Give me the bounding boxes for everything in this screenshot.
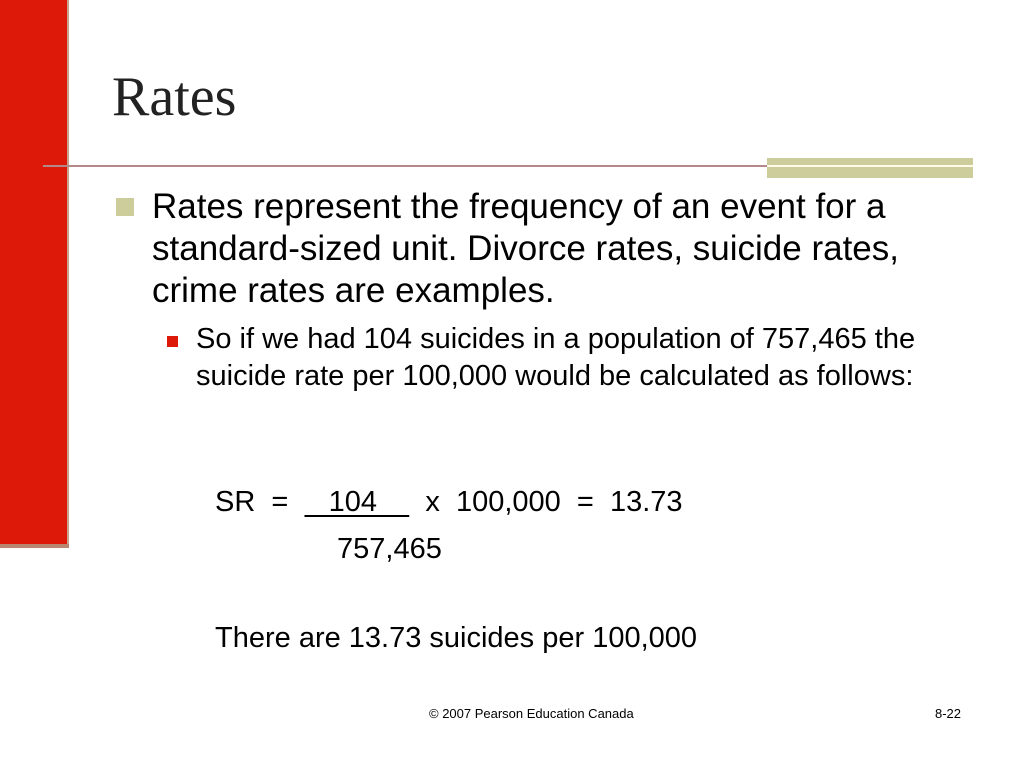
conclusion-text: There are 13.73 suicides per 100,000 <box>215 622 698 654</box>
bullet-square-icon <box>116 198 134 216</box>
red-side-bar-edge <box>67 0 69 548</box>
divider-accent-line <box>767 165 973 167</box>
footer-copyright: © 2007 Pearson Education Canada <box>429 706 634 721</box>
sub-bullet-square-icon <box>167 336 178 347</box>
sub-bullet-text: So if we had 104 suicides in a population of 757,465 the suicide rate per 100,000 would be calculated as follows: <box>196 323 916 392</box>
formula-line <box>215 484 683 520</box>
bullet-text: Rates represent the frequency of an event for a standard-sized unit. Divorce rates, suicide rates, crime rates are examples. <box>152 187 899 310</box>
formula-denominator: 757,465 <box>337 533 442 565</box>
formula-lhs: SR = <box>215 486 305 518</box>
footer-page-number: 8-22 <box>935 706 962 721</box>
red-side-bar-shadow <box>0 544 69 548</box>
divider-accent-block <box>767 158 973 178</box>
formula-rhs: x 100,000 = 13.73 <box>409 486 683 518</box>
slide-title: Rates <box>112 66 237 128</box>
formula-numerator: 104 <box>304 486 410 518</box>
red-side-bar <box>0 0 67 546</box>
